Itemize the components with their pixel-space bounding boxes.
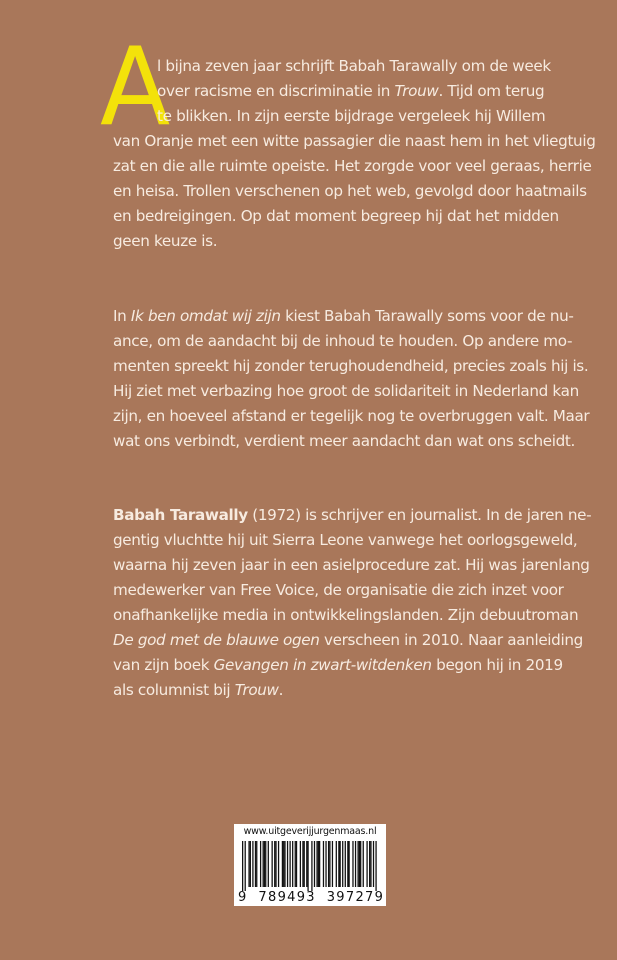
- barcode-bar: [242, 841, 243, 891]
- barcode-bar: [263, 841, 264, 887]
- barcode-bar: [260, 841, 261, 887]
- barcode-bar: [295, 841, 296, 887]
- barcode-bar: [296, 841, 297, 887]
- barcode-bar: [250, 841, 251, 887]
- barcode-bar: [319, 841, 320, 887]
- isbn-digits: 9 789493 397279: [238, 890, 385, 905]
- publisher-url: www.uitgeverijjurgenmaas.nl: [243, 826, 377, 837]
- text-line: [113, 331, 573, 351]
- text-line: [157, 81, 545, 101]
- text-segment: ance, om de aandacht bij de inhoud te houden. Op andere mo-: [113, 332, 573, 350]
- text-line: [113, 306, 574, 326]
- barcode-bar: [265, 841, 266, 887]
- text-line: [113, 630, 583, 650]
- text-segment: Hij ziet met verbazing hoe groot de solidariteit in Nederland kan: [113, 382, 579, 400]
- text-segment: verscheen in 2010. Naar aanleiding: [319, 631, 583, 649]
- barcode-bar: [287, 841, 288, 887]
- barcode-bar: [282, 841, 283, 887]
- barcode-bar: [340, 841, 341, 887]
- barcode-bar: [252, 841, 253, 887]
- text-segment: menten spreekt hij zonder terughoudendheid, precies zoals hij is.: [113, 357, 589, 375]
- barcode-bar: [278, 841, 279, 887]
- barcode-bar: [328, 841, 329, 887]
- text-line: [113, 231, 512, 251]
- barcode-bar: [347, 841, 348, 887]
- barcode-bar: [338, 841, 339, 887]
- text-line: [113, 131, 596, 151]
- text-segment: en heisa. Trollen verschenen op het web, gevolgd door haatmails: [113, 182, 587, 200]
- text-segment: geen keuze is.: [113, 232, 218, 250]
- barcode-bar: [283, 841, 284, 887]
- text-line: [113, 431, 575, 451]
- text-segment: en bedreigingen. Op dat moment begreep hij dat het midden: [113, 207, 559, 225]
- barcode-bar: [360, 841, 361, 887]
- text-segment: gentig vluchtte hij uit Sierra Leone vanwege het oorlogsgeweld,: [113, 531, 578, 549]
- italic-text: Trouw: [394, 82, 439, 100]
- barcode-bar: [300, 841, 301, 887]
- text-segment: zat en die alle ruimte opeiste. Het zorgde voor veel geraas, herrie: [113, 157, 592, 175]
- barcode-bar: [329, 841, 330, 887]
- barcode-bar: [248, 841, 249, 887]
- text-line: [113, 680, 512, 700]
- text-segment: waarna hij zeven jaar in een asielprocedure zat. Hij was jarenlang: [113, 556, 590, 574]
- text-line: [113, 406, 590, 426]
- barcode-bar: [275, 841, 276, 887]
- text-line: [113, 530, 578, 550]
- text-line: [113, 156, 592, 176]
- text-line: [113, 206, 559, 226]
- text-segment: (1972) is schrijver en journalist. In de jaren ne-: [247, 506, 592, 524]
- text-segment: zijn, en hoeveel afstand er tegelijk nog te overbruggen valt. Maar: [113, 407, 590, 425]
- barcode-label: [234, 824, 386, 906]
- italic-text: Ik ben omdat wij zijn: [130, 307, 281, 325]
- barcode-bar: [304, 841, 305, 887]
- italic-text: De god met de blauwe ogen: [113, 631, 320, 649]
- barcode-bar: [325, 841, 326, 887]
- drop-cap: A: [100, 25, 171, 150]
- barcode-bar: [284, 841, 285, 887]
- barcode-icon: [242, 841, 378, 891]
- barcode-bar: [314, 841, 315, 887]
- text-segment: In: [113, 307, 131, 325]
- barcode-bar: [342, 841, 343, 887]
- text-segment: wat ons verbindt, verdient meer aandacht dan wat ons scheidt.: [113, 432, 575, 450]
- text-line: [113, 555, 590, 575]
- text-segment: als columnist bij: [113, 681, 235, 699]
- text-segment: van Oranje met een witte passagier die naast hem in het vliegtuig: [113, 132, 596, 150]
- barcode-bar: [375, 841, 376, 891]
- text-segment: van zijn boek: [113, 656, 214, 674]
- text-segment: onafhankelijke media in ontwikkelingslanden. Zijn debuutroman: [113, 606, 579, 624]
- text-line: [113, 381, 579, 401]
- text-line: [113, 605, 579, 625]
- barcode-bar: [345, 841, 346, 887]
- barcode-bar: [318, 841, 319, 887]
- barcode-bar: [274, 841, 275, 887]
- barcode-bar: [302, 841, 303, 887]
- text-segment: medewerker van Free Voice, de organisatie die zich inzet voor: [113, 581, 564, 599]
- italic-text: Gevangen in zwart-witdenken: [213, 656, 432, 674]
- text-segment: .: [278, 681, 284, 699]
- barcode-bar: [245, 841, 246, 891]
- barcode-bar: [355, 841, 356, 887]
- barcode-bar: [348, 841, 349, 887]
- barcode-bar: [306, 841, 307, 887]
- text-line: [157, 106, 546, 126]
- barcode-bar: [311, 841, 312, 891]
- text-line: [157, 56, 551, 76]
- barcode-bar: [323, 841, 324, 887]
- text-segment: over racisme en discriminatie in: [157, 82, 395, 100]
- barcode-bar: [268, 841, 269, 887]
- barcode-bar: [292, 841, 293, 887]
- barcode-bar: [336, 841, 337, 887]
- text-line: [113, 356, 589, 376]
- barcode-bar: [272, 841, 273, 887]
- text-segment: l bijna zeven jaar schrijft Babah Tarawally om de week: [157, 57, 551, 75]
- barcode-bar: [369, 841, 370, 887]
- barcode-bar: [370, 841, 371, 887]
- italic-text: Trouw: [234, 681, 279, 699]
- barcode-bar: [255, 841, 256, 887]
- barcode-bar: [352, 841, 353, 887]
- barcode-bar: [256, 841, 257, 887]
- text-segment: kiest Babah Tarawally soms voor de nu-: [280, 307, 574, 325]
- barcode-bar: [316, 841, 317, 887]
- barcode-bar: [366, 841, 367, 887]
- text-segment: . Tijd om terug: [438, 82, 545, 100]
- barcode-bar: [363, 841, 364, 887]
- text-line: [113, 181, 587, 201]
- text-line: [113, 655, 563, 675]
- barcode-bar: [289, 841, 290, 887]
- bold-text: Babah Tarawally: [113, 506, 248, 524]
- barcode-bar: [264, 841, 265, 887]
- text-segment: begon hij in 2019: [431, 656, 563, 674]
- text-line: [113, 580, 564, 600]
- barcode-bar: [359, 841, 360, 887]
- barcode-bar: [357, 841, 358, 887]
- barcode-bar: [332, 841, 333, 887]
- text-segment: te blikken. In zijn eerste bijdrage vergeleek hij Willem: [157, 107, 546, 125]
- barcode-bar: [373, 841, 374, 887]
- text-line: [113, 505, 592, 525]
- barcode-bar: [307, 841, 308, 891]
